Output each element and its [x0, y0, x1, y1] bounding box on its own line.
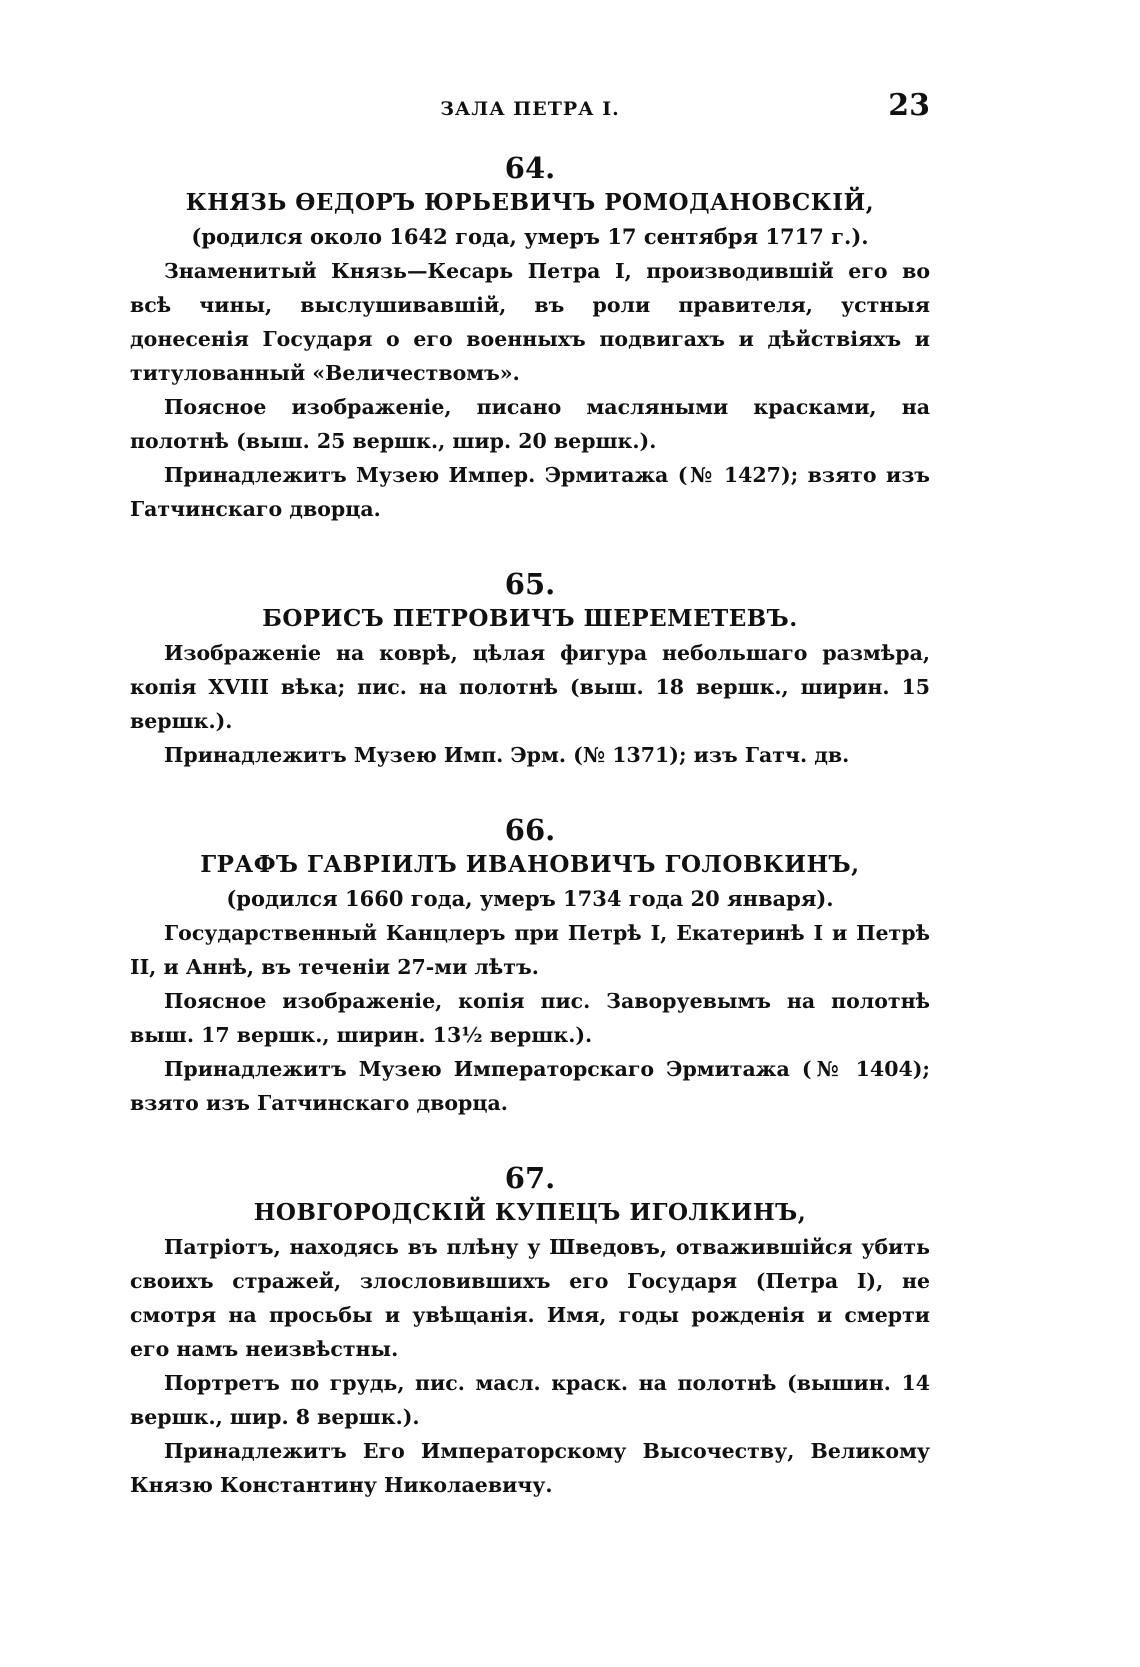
- entry-number: 64.: [504, 151, 556, 185]
- entry-provenance: Принадлежитъ Музею Имп. Эрм. (№ 1371); изъ Гатч. дв.: [164, 743, 850, 767]
- entry-provenance: Принадлежитъ Его Императорскому Высочеству, Великому Князю Константину Николаевичу.: [130, 1439, 930, 1497]
- running-title: ЗАЛА ПЕТРА I.: [440, 98, 620, 120]
- entry-provenance: Принадлежитъ Музею Импер. Эрмитажа (№ 1427); взято изъ Гатчинскаго дворца.: [130, 463, 930, 521]
- entry-provenance: Принадлежитъ Музею Императорскаго Эрмитажа (№ 1404); взято изъ Гатчинскаго дворца.: [130, 1057, 930, 1115]
- entry-number: 65.: [504, 567, 556, 601]
- entry-description: Патріотъ, находясь въ плѣну у Шведовъ, отважившійся убить своихъ стражей, злословившихъ его Государя (Петра I), не смотря на просьбы и увѣщанія. Имя, годы рожденія и смерти его намъ неизвѣстны.: [130, 1235, 930, 1361]
- entry-technique: Поясное изображеніе, писано масляными красками, на полотнѣ (выш. 25 вершк., шир. 20 вершк.).: [130, 395, 930, 453]
- page-number: 23: [888, 88, 930, 123]
- catalog-entry-65: [130, 566, 930, 772]
- entry-name: БОРИСЪ ПЕТРОВИЧЪ ШЕРЕМЕТЕВЪ.: [262, 605, 798, 632]
- entry-name: ГРАФЪ ГАВРІИЛЪ ИВАНОВИЧЪ ГОЛОВКИНЪ,: [200, 851, 860, 878]
- catalog-entry-66: [130, 812, 930, 1120]
- entry-technique: Изображеніе на коврѣ, цѣлая фигура небольшаго размѣра, копія XVIII вѣка; пис. на полотнѣ (выш. 18 вершк., ширин. 15 вершк.).: [130, 641, 930, 733]
- page-content: [130, 150, 930, 1542]
- entry-description: Знаменитый Князь—Кесарь Петра I, производившій его во всѣ чины, выслушивавшій, въ роли правителя, устныя донесенія Государя о его военныхъ подвигахъ и дѣйствіяхъ и титулованный «Величествомъ».: [130, 259, 930, 385]
- entry-name: КНЯЗЬ ѲЕДОРЪ ЮРЬЕВИЧЪ РОМОДАНОВСКІЙ,: [185, 189, 875, 216]
- entry-dates: (родился около 1642 года, умеръ 17 сентября 1717 г.).: [191, 224, 869, 249]
- entry-dates: (родился 1660 года, умеръ 1734 года 20 января).: [226, 886, 834, 911]
- entry-description: Государственный Канцлеръ при Петрѣ I, Екатеринѣ I и Петрѣ II, и Аннѣ, въ теченіи 27-ми лѣтъ.: [130, 921, 930, 979]
- entry-number: 66.: [504, 813, 556, 847]
- entry-technique: Портретъ по грудь, пис. масл. краск. на полотнѣ (вышин. 14 вершк., шир. 8 вершк.).: [130, 1371, 930, 1429]
- page-header: [130, 88, 930, 128]
- entry-number: 67.: [504, 1161, 556, 1195]
- catalog-entry-67: [130, 1160, 930, 1502]
- entry-name: НОВГОРОДСКІЙ КУПЕЦЪ ИГОЛКИНЪ,: [253, 1199, 807, 1226]
- catalog-entry-64: [130, 150, 930, 526]
- entry-technique: Поясное изображеніе, копія пис. Заворуевымъ на полотнѣ выш. 17 вершк., ширин. 13½ вершк.).: [130, 989, 930, 1047]
